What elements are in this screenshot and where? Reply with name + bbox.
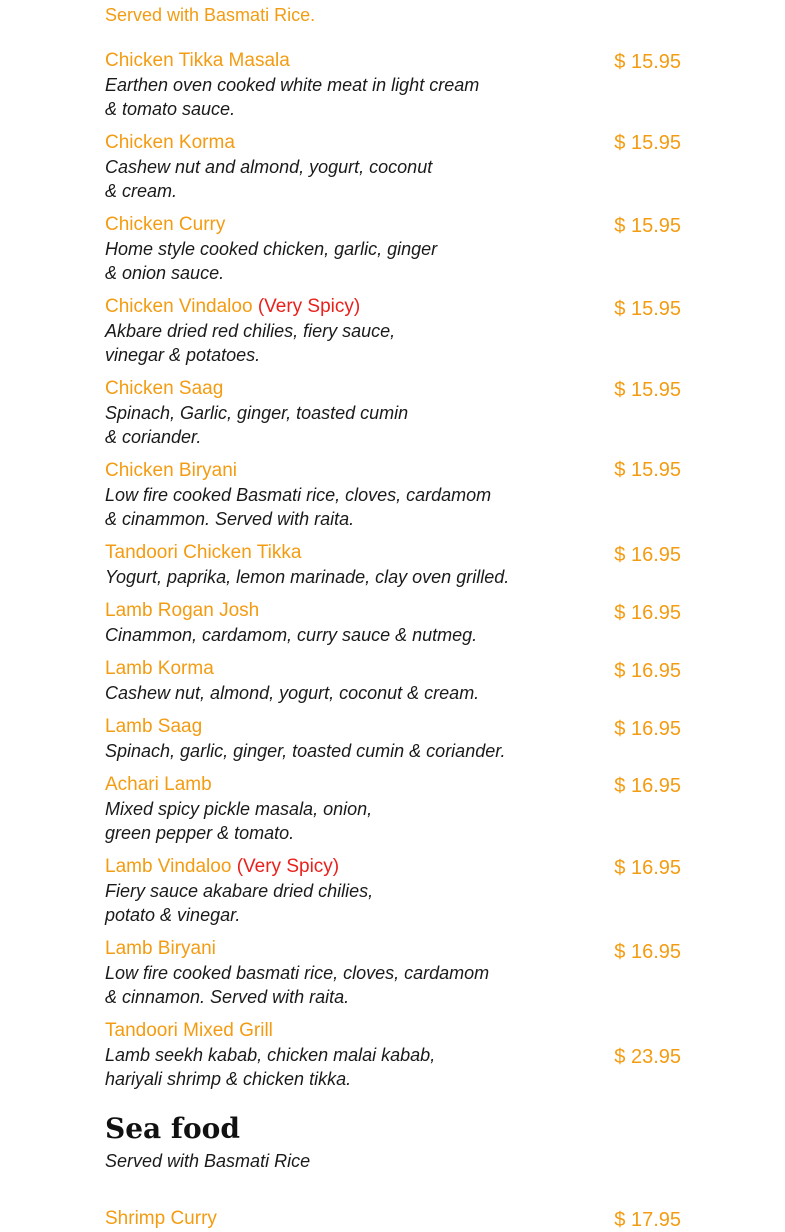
item-price: $ 16.95 bbox=[614, 660, 681, 682]
item-name: Chicken Korma bbox=[105, 132, 235, 153]
item-description: Spinach, garlic, ginger, toasted cumin & coriander. bbox=[105, 741, 506, 761]
item-description: Yogurt, paprika, lemon marinade, clay oven grilled. bbox=[105, 567, 510, 587]
menu-item bbox=[105, 715, 685, 763]
item-name: Lamb Rogan Josh bbox=[105, 600, 260, 621]
item-description: Cashew nut and almond, yogurt, coconut bbox=[105, 157, 433, 177]
item-name: Lamb Vindaloo (Very Spicy) bbox=[105, 856, 340, 877]
item-name: Chicken Curry bbox=[105, 214, 226, 235]
item-name: Chicken Tikka Masala bbox=[105, 50, 290, 71]
item-description: & cinnamon. Served with raita. bbox=[105, 987, 350, 1007]
menu-item bbox=[105, 1019, 685, 1091]
menu-item bbox=[105, 131, 685, 203]
item-name: Achari Lamb bbox=[105, 774, 212, 795]
item-description: & cinammon. Served with raita. bbox=[105, 509, 355, 529]
item-description: & cream. bbox=[105, 181, 178, 201]
item-price: $ 15.95 bbox=[614, 298, 681, 320]
item-name: Chicken Biryani bbox=[105, 460, 237, 481]
item-description: Akbare dried red chilies, fiery sauce, bbox=[105, 321, 396, 341]
item-description: & onion sauce. bbox=[105, 263, 225, 283]
item-price: $ 15.95 bbox=[614, 379, 681, 401]
section-title-seafood: Sea food bbox=[105, 1112, 240, 1145]
menu-item bbox=[105, 377, 685, 449]
menu-item bbox=[105, 937, 685, 1009]
item-price: $ 16.95 bbox=[614, 941, 681, 963]
item-price: $ 16.95 bbox=[614, 775, 681, 797]
item-description: Mixed spicy pickle masala, onion, bbox=[105, 799, 373, 819]
item-description: green pepper & tomato. bbox=[105, 823, 295, 843]
item-price: $ 17.95 bbox=[614, 1209, 681, 1231]
section-subtitle: Served with Basmati Rice. bbox=[105, 5, 316, 25]
item-description: Cinammon, cardamom, curry sauce & nutmeg. bbox=[105, 625, 478, 645]
item-price: $ 23.95 bbox=[614, 1046, 681, 1068]
menu-item bbox=[105, 1207, 685, 1231]
item-description: Low fire cooked Basmati rice, cloves, cardamom bbox=[105, 485, 492, 505]
item-description: Spinach, Garlic, ginger, toasted cumin bbox=[105, 403, 409, 423]
item-name: Chicken Saag bbox=[105, 378, 224, 399]
menu-item bbox=[105, 541, 685, 589]
menu-item bbox=[105, 213, 685, 285]
item-price: $ 16.95 bbox=[614, 544, 681, 566]
item-price: $ 15.95 bbox=[614, 459, 681, 481]
item-description: vinegar & potatoes. bbox=[105, 345, 261, 365]
item-price: $ 16.95 bbox=[614, 718, 681, 740]
item-price: $ 15.95 bbox=[614, 51, 681, 73]
item-description: Cashew nut, almond, yogurt, coconut & cream. bbox=[105, 683, 480, 703]
item-name: Lamb Biryani bbox=[105, 938, 216, 959]
item-description: potato & vinegar. bbox=[105, 905, 241, 925]
menu-item bbox=[105, 855, 685, 927]
item-description: & tomato sauce. bbox=[105, 99, 236, 119]
item-price: $ 16.95 bbox=[614, 857, 681, 879]
section-subtitle-seafood: Served with Basmati Rice bbox=[105, 1151, 311, 1171]
item-name: Lamb Saag bbox=[105, 716, 203, 737]
item-price: $ 15.95 bbox=[614, 132, 681, 154]
item-description: Lamb seekh kabab, chicken malai kabab, bbox=[105, 1045, 436, 1065]
item-name: Shrimp Curry bbox=[105, 1208, 217, 1229]
item-name: Lamb Korma bbox=[105, 658, 214, 679]
menu-item bbox=[105, 773, 685, 845]
item-description: Earthen oven cooked white meat in light cream bbox=[105, 75, 480, 95]
item-description: Low fire cooked basmati rice, cloves, cardamom bbox=[105, 963, 490, 983]
item-description: & coriander. bbox=[105, 427, 202, 447]
item-name: Tandoori Chicken Tikka bbox=[105, 542, 302, 563]
menu-item bbox=[105, 459, 685, 531]
item-description: Fiery sauce akabare dried chilies, bbox=[105, 881, 374, 901]
item-name: Tandoori Mixed Grill bbox=[105, 1020, 273, 1041]
menu-item bbox=[105, 49, 685, 121]
item-description: hariyali shrimp & chicken tikka. bbox=[105, 1069, 352, 1089]
menu-item bbox=[105, 295, 685, 367]
menu-item bbox=[105, 657, 685, 705]
item-price: $ 15.95 bbox=[614, 215, 681, 237]
item-description: Home style cooked chicken, garlic, ginger bbox=[105, 239, 438, 259]
item-price: $ 16.95 bbox=[614, 602, 681, 624]
item-name: Chicken Vindaloo (Very Spicy) bbox=[105, 296, 361, 317]
menu-item bbox=[105, 599, 685, 647]
